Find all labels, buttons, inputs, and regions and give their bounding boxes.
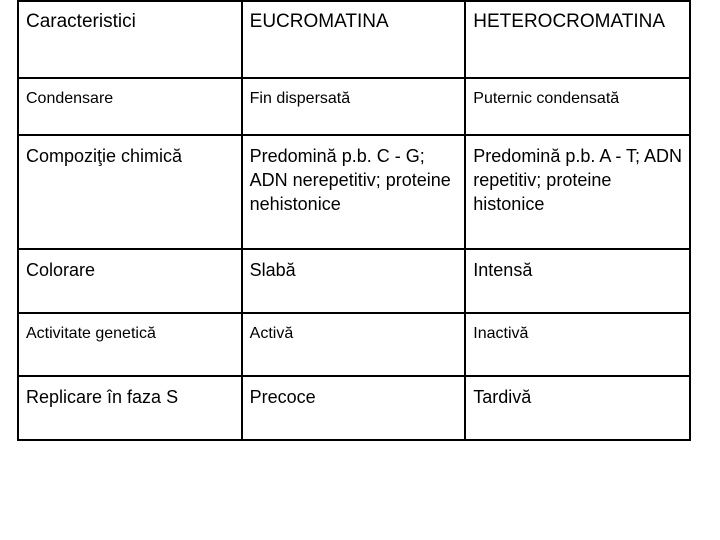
- table-cell: Inactivă: [465, 313, 690, 376]
- table-cell: Precoce: [242, 376, 466, 440]
- table-cell: Puternic condensată: [465, 78, 690, 135]
- table-cell: Condensare: [18, 78, 242, 135]
- table-cell: Compoziţie chimică: [18, 135, 242, 249]
- table-cell: Predomină p.b. A - T; ADN repetitiv; proteine histonice: [465, 135, 690, 249]
- table-cell: Tardivă: [465, 376, 690, 440]
- table-cell: Activitate genetică: [18, 313, 242, 376]
- table-cell: Colorare: [18, 249, 242, 313]
- table-cell: Intensă: [465, 249, 690, 313]
- table-cell: Replicare în faza S: [18, 376, 242, 440]
- table-row: [18, 135, 690, 249]
- table-cell: Activă: [242, 313, 466, 376]
- table-cell: Slabă: [242, 249, 466, 313]
- table-row: [18, 249, 690, 313]
- comparison-table: [17, 0, 691, 441]
- header-row: [18, 1, 690, 78]
- table-row: [18, 78, 690, 135]
- header-cell: HETEROCROMATINA: [465, 1, 690, 78]
- header-cell: EUCROMATINA: [242, 1, 466, 78]
- table-cell: Predomină p.b. C - G; ADN nerepetitiv; proteine nehistonice: [242, 135, 466, 249]
- table-cell: Fin dispersată: [242, 78, 466, 135]
- header-cell: Caracteristici: [18, 1, 242, 78]
- table-row: [18, 376, 690, 440]
- table-row: [18, 313, 690, 376]
